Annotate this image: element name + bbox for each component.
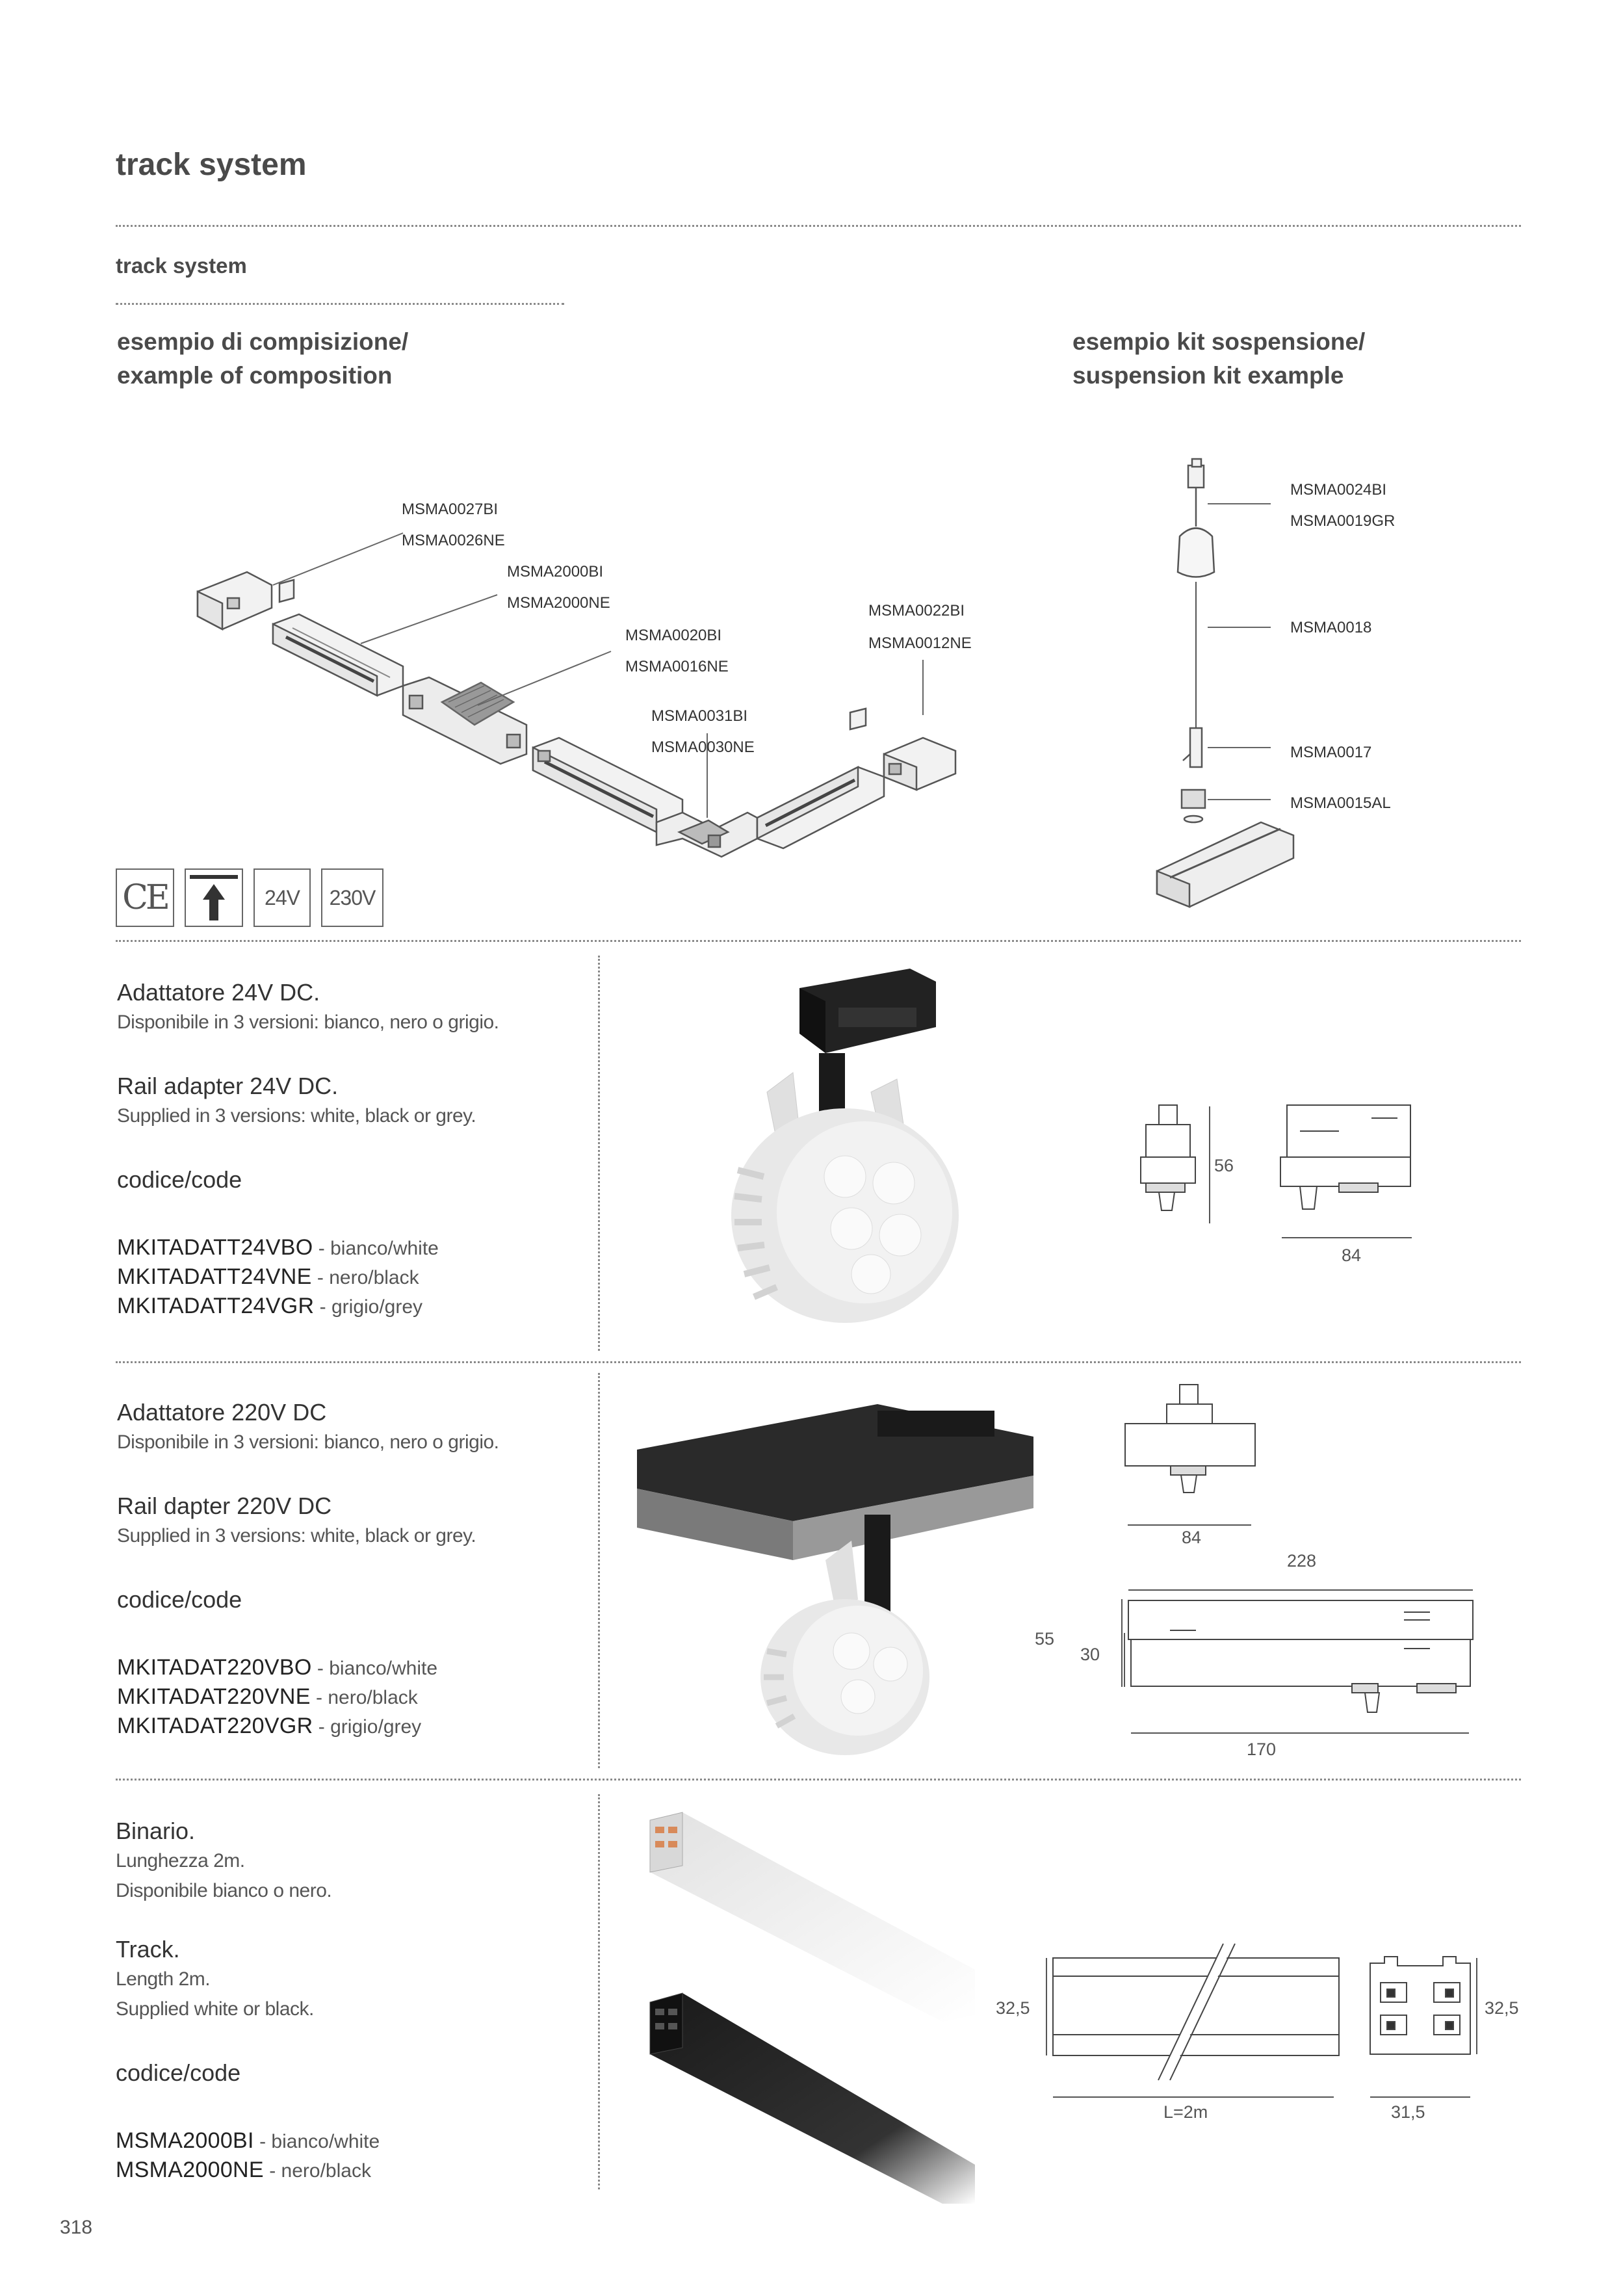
product-title-en: Rail adapter 24V DC. (117, 1073, 339, 1099)
code-row: MSMA2000NE - nero/black (116, 2158, 371, 2182)
adapter-220v-drawing-front (1066, 1586, 1482, 1742)
code-row: MKITADAT220VNE - nero/black (117, 1684, 418, 1709)
end-cap-right (884, 738, 955, 790)
label-msma0015al: MSMA0015AL (1290, 794, 1391, 812)
composition-heading: esempio di compisizione/ example of composition (117, 328, 409, 389)
dim-width-170: 170 (1247, 1740, 1277, 1759)
label-msma0016ne: MSMA0016NE (625, 658, 729, 675)
composition-diagram (0, 0, 910, 390)
rail-segment-3 (757, 767, 884, 848)
end-cap-left (198, 572, 272, 629)
product-track-text (116, 1818, 380, 2183)
column-divider (598, 956, 600, 1351)
dim-track-length: L=2m (1163, 2102, 1208, 2122)
divider (116, 1361, 1521, 1363)
product-title-en: Rail dapter 220V DC (117, 1493, 332, 1519)
label-msma0022bi: MSMA0022BI (868, 602, 965, 620)
label-msma0027bi: MSMA0027BI (402, 501, 499, 518)
square-connector-left (279, 580, 294, 602)
voltage-230v: 230V (329, 885, 376, 909)
track-drawing-profile (1358, 1950, 1482, 2106)
ce-mark-badge (116, 868, 174, 927)
column-divider (598, 1373, 600, 1768)
adapter-24v-drawing-front (1274, 1099, 1417, 1242)
label-msma0012ne: MSMA0012NE (868, 634, 972, 652)
column-divider (598, 1794, 600, 2189)
track-drawing-length (1033, 1950, 1345, 2106)
label-msma0018: MSMA0018 (1290, 619, 1372, 636)
adapter-24v-photo (702, 962, 988, 1339)
label-msma0017: MSMA0017 (1290, 744, 1372, 761)
product-desc-it-1: Lunghezza 2m. (116, 1850, 245, 1872)
corner-joint (656, 813, 757, 857)
suspension-heading: esempio kit sospensione/ suspension kit example (1072, 328, 1366, 389)
composition-illustration (188, 507, 988, 871)
product-title-en: Track. (116, 1936, 180, 1963)
code-label: codice/code (117, 1586, 242, 1613)
voltage-230v-badge (321, 868, 383, 927)
product-desc-it-2: Disponibile bianco o nero. (116, 1880, 332, 1901)
voltage-24v: 24V (265, 885, 300, 909)
section-subtitle: track system (116, 254, 247, 278)
product-desc-en-1: Length 2m. (116, 1968, 211, 1990)
dim-width-84: 84 (1342, 1246, 1362, 1265)
page-title: track system (116, 148, 307, 182)
label-msma0030ne: MSMA0030NE (651, 738, 755, 756)
divider (116, 940, 1521, 942)
label-msma2000bi: MSMA2000BI (507, 563, 604, 581)
product-title-it: Adattatore 220V DC (117, 1399, 327, 1426)
track-photo (637, 1801, 1001, 2204)
code-label: codice/code (117, 1166, 242, 1193)
code-row: MKITADATT24VBO - bianco/white (117, 1235, 439, 1260)
divider (116, 1779, 1521, 1781)
label-msma0020bi: MSMA0020BI (625, 627, 722, 644)
label-msma0019gr: MSMA0019GR (1290, 512, 1396, 530)
dim-track-width: 31,5 (1391, 2102, 1425, 2122)
label-msma0026ne: MSMA0026NE (402, 532, 505, 549)
code-row: MSMA2000BI - bianco/white (116, 2128, 380, 2153)
product-desc-it: Disponibile in 3 versioni: bianco, nero o grigio. (117, 1431, 499, 1453)
product-desc-en-2: Supplied white or black. (116, 1998, 314, 2020)
adapter-220v-drawing-side (1121, 1378, 1264, 1534)
ceiling-mount-icon (186, 870, 242, 926)
code-row: MKITADAT220VBO - bianco/white (117, 1655, 438, 1680)
rail-segment-1 (273, 614, 403, 696)
product-220v-text (117, 1399, 499, 1739)
label-msma0024bi: MSMA0024BI (1290, 481, 1387, 499)
dim-height-56: 56 (1214, 1156, 1234, 1175)
product-title-it: Adattatore 24V DC. (117, 979, 320, 1006)
product-title-it: Binario. (116, 1818, 196, 1844)
code-row: MKITADATT24VGR - grigio/grey (117, 1294, 423, 1318)
dim-width-228: 228 (1287, 1551, 1317, 1571)
product-desc-en: Supplied in 3 versions: white, black or grey. (117, 1105, 476, 1127)
product-24v-text (117, 979, 499, 1319)
dim-width-84: 84 (1182, 1528, 1202, 1547)
page-number: 318 (60, 2217, 93, 2238)
code-row: MKITADATT24VNE - nero/black (117, 1264, 419, 1289)
code-label: codice/code (116, 2059, 241, 2086)
label-msma0031bi: MSMA0031BI (651, 707, 748, 725)
product-desc-en: Supplied in 3 versions: white, black or grey. (117, 1525, 476, 1546)
code-row: MKITADAT220VGR - grigio/grey (117, 1714, 422, 1738)
ceiling-mount-badge (185, 868, 243, 927)
dim-height-55: 55 (1035, 1629, 1055, 1649)
dim-height-30: 30 (1080, 1645, 1100, 1664)
dim-track-height-left: 32,5 (996, 1998, 1030, 2018)
ce-mark-icon: CE (122, 878, 168, 917)
adapter-220v-photo (630, 1391, 1046, 1755)
voltage-24v-badge (253, 868, 311, 927)
dim-track-height-right: 32,5 (1485, 1998, 1519, 2018)
product-desc-it: Disponibile in 3 versioni: bianco, nero o grigio. (117, 1011, 499, 1033)
straight-joiner (403, 677, 526, 764)
label-msma2000ne: MSMA2000NE (507, 594, 610, 612)
square-connector-right (850, 709, 866, 729)
